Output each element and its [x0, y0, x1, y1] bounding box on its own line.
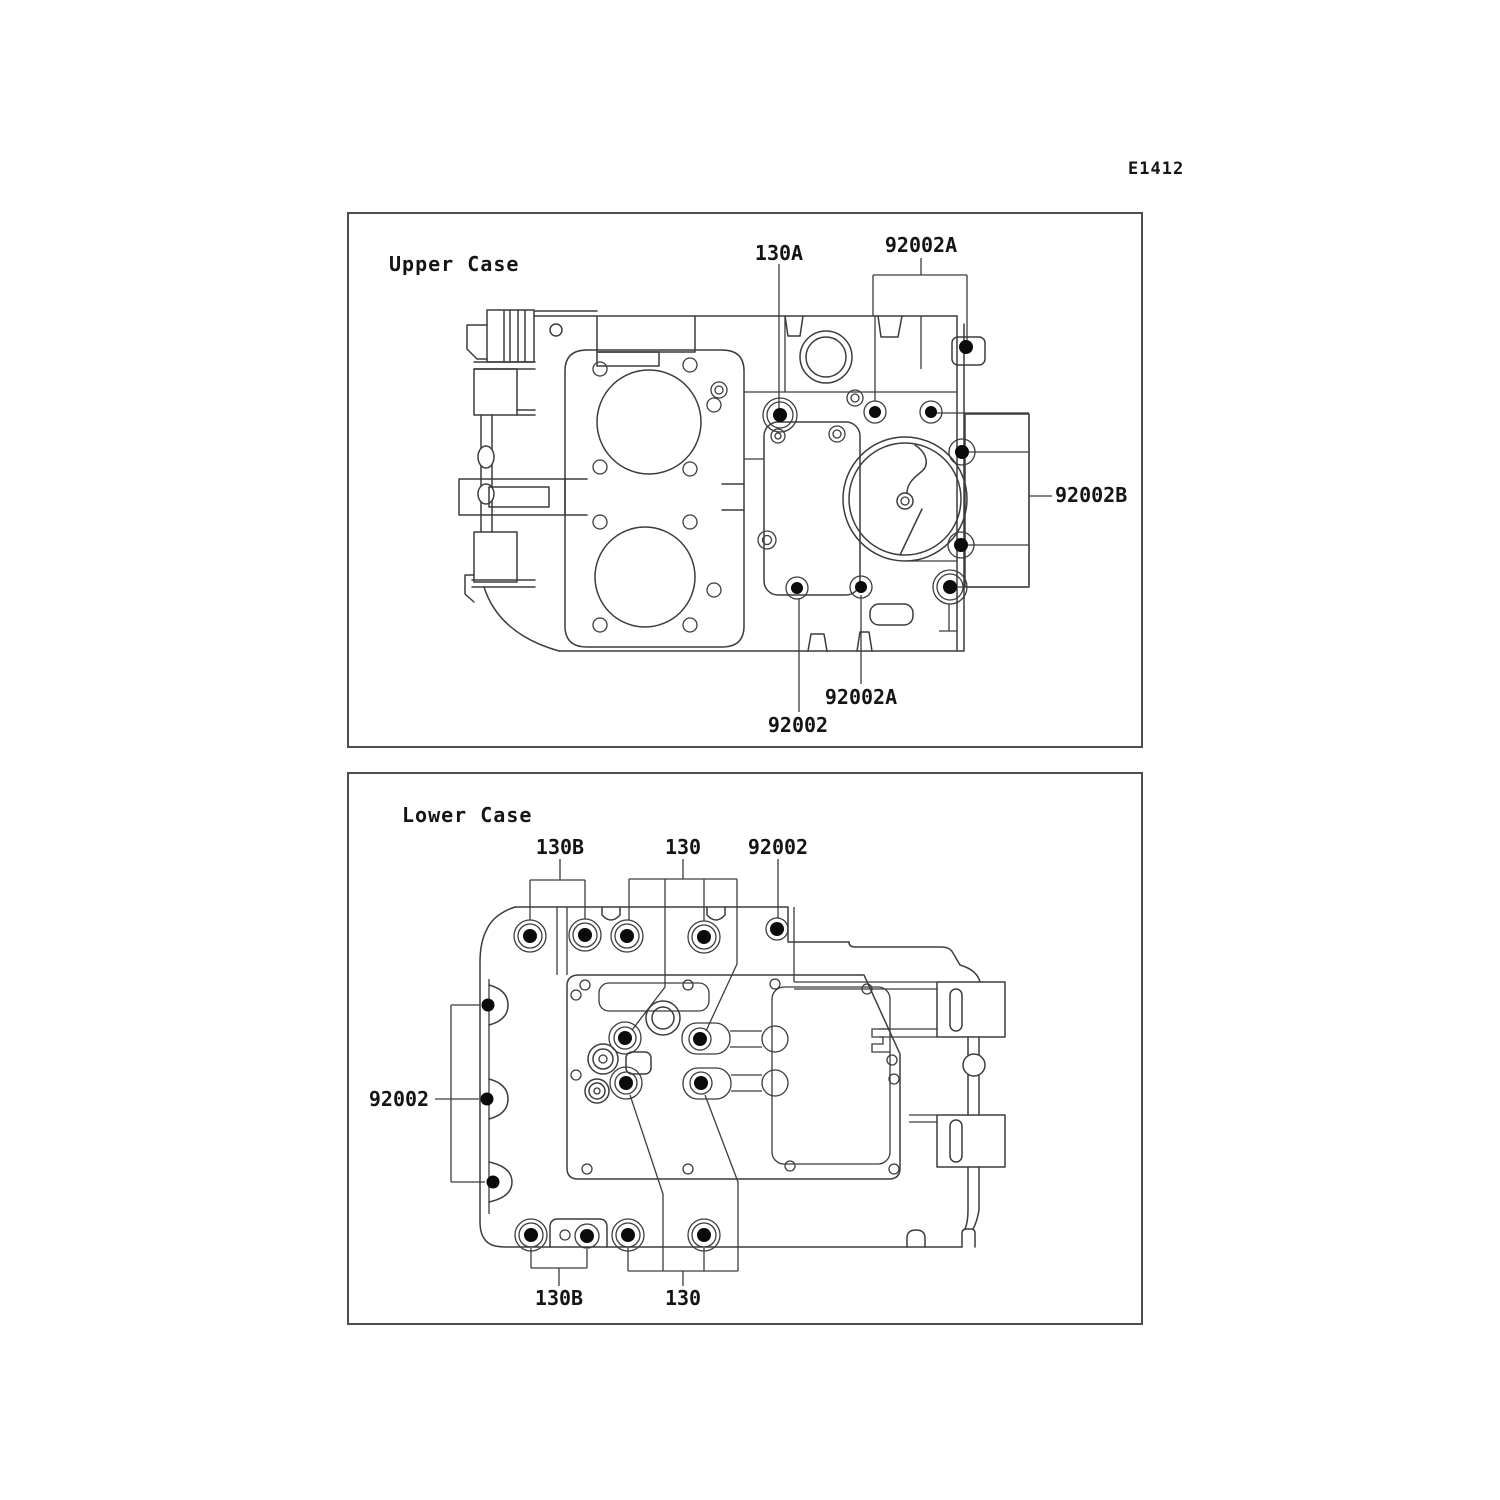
page-code: E1412 — [1128, 159, 1185, 179]
callout-92002-left: 92002 — [368, 1087, 430, 1111]
upper-leader-lines — [779, 258, 1052, 712]
callout-92002A-top: 92002A — [884, 233, 958, 257]
callout-92002B: 92002B — [1055, 483, 1128, 507]
callout-92002-bottom: 92002 — [767, 713, 829, 737]
callout-130A: 130A — [754, 241, 804, 265]
upper-case-panel — [347, 212, 1143, 748]
callout-130B-bottom: 130B — [534, 1286, 584, 1310]
callout-92002-top: 92002 — [747, 835, 809, 859]
callout-92002A-bottom: 92002A — [824, 685, 898, 709]
upper-bolt-markers — [763, 340, 975, 604]
callout-130B-top: 130B — [535, 835, 585, 859]
callout-130-top: 130 — [664, 835, 702, 859]
lower-case-panel — [347, 772, 1143, 1325]
lower-panel-title: Lower Case — [402, 803, 533, 827]
callout-130-bottom: 130 — [664, 1286, 702, 1310]
upper-panel-title: Upper Case — [389, 252, 520, 276]
upper-case-diagram — [349, 214, 1141, 746]
lower-case-diagram — [349, 774, 1141, 1323]
lower-bolt-markers — [481, 918, 789, 1251]
